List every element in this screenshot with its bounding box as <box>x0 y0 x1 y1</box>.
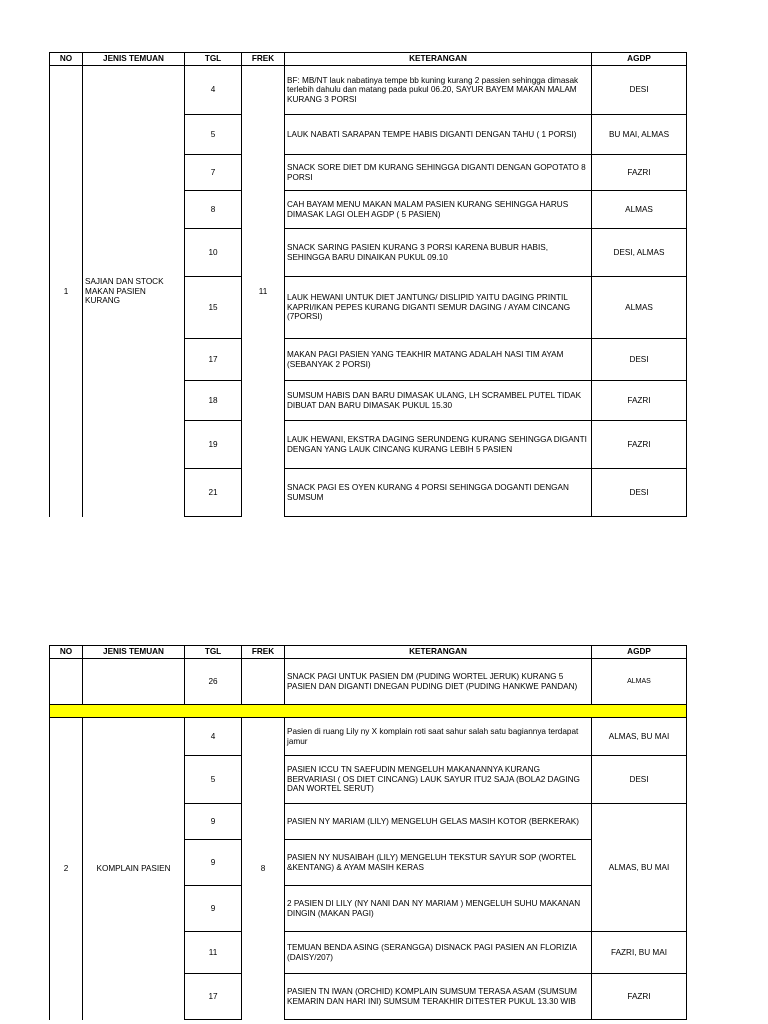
table-header-row <box>50 646 687 659</box>
description-cell: LAUK HEWANI UNTUK DIET JANTUNG/ DISLIPID YAITU DAGING PRINTIL KAPRI/IKAN PEPES KURANG DIGANTI SEMUR DAGING / AYAM CINCANG (7PORSI) <box>285 277 592 339</box>
description-cell: MAKAN PAGI PASIEN YANG TEAKHIR MATANG ADALAH NASI TIM AYAM (SEBANYAK 2 PORSI) <box>285 339 592 381</box>
description-cell: CAH BAYAM MENU MAKAN MALAM PASIEN KURANG SEHINGGA HARUS DIMASAK LAGI OLEH AGDP ( 5 PASIEN) <box>285 191 592 229</box>
agdp-cell: FAZRI <box>592 155 687 191</box>
header-agdp: AGDP <box>592 53 687 66</box>
agdp-cell: DESI, ALMAS <box>592 229 687 277</box>
agdp-cell: ALMAS <box>592 277 687 339</box>
agdp-cell-merged: ALMAS, BU MAI <box>592 804 687 932</box>
description-cell: SNACK SORE DIET DM KURANG SEHINGGA DIGANTI DENGAN GOPOTATO 8 PORSI <box>285 155 592 191</box>
frequency-empty <box>242 659 285 705</box>
description-cell: LAUK NABATI SARAPAN TEMPE HABIS DIGANTI DENGAN TAHU ( 1 PORSI) <box>285 115 592 155</box>
header-frek: FREK <box>242 646 285 659</box>
date-cell: 4 <box>185 718 242 756</box>
description-cell: BF: MB/NT lauk nabatinya tempe bb kuning kurang 2 passien sehingga dimasak terlebih dahulu dan matang pada pukul 06.20, SAYUR BAYEM MAKAN MALAM KURANG 3 PORSI <box>285 66 592 115</box>
date-cell: 9 <box>185 840 242 886</box>
finding-type: KOMPLAIN PASIEN <box>83 718 185 1020</box>
highlight-separator-row <box>50 705 687 718</box>
description-cell: Pasien di ruang Lily ny X komplain roti saat sahur salah satu bagiannya terdapat jamur <box>285 718 592 756</box>
date-cell: 17 <box>185 974 242 1020</box>
header-no: NO <box>50 53 83 66</box>
frequency: 11 <box>242 66 285 517</box>
finding-type-empty <box>83 659 185 705</box>
agdp-cell: FAZRI <box>592 381 687 421</box>
header-keterangan: KETERANGAN <box>285 646 592 659</box>
header-agdp: AGDP <box>592 646 687 659</box>
description-cell: SNACK SARING PASIEN KURANG 3 PORSI KARENA BUBUR HABIS, SEHINGGA BARU DINAIKAN PUKUL 09.10 <box>285 229 592 277</box>
agdp-cell: ALMAS <box>592 191 687 229</box>
date-cell: 5 <box>185 115 242 155</box>
frequency: 8 <box>242 718 285 1020</box>
findings-table-1 <box>49 52 687 517</box>
description-cell: PASIEN NY MARIAM (LILY) MENGELUH GELAS MASIH KOTOR (BERKERAK) <box>285 804 592 840</box>
description-cell: PASIEN ICCU TN SAEFUDIN MENGELUH MAKANANNYA KURANG BERVARIASI ( OS DIET CINCANG) LAUK SAYUR ITU2 SAJA (BOLA2 DAGING DAN WORTEL SERUT) <box>285 756 592 804</box>
agdp-cell: FAZRI <box>592 421 687 469</box>
agdp-cell: DESI <box>592 66 687 115</box>
date-cell: 11 <box>185 932 242 974</box>
date-cell: 19 <box>185 421 242 469</box>
table-row <box>50 718 687 756</box>
agdp-cell: DESI <box>592 469 687 517</box>
row-number-empty <box>50 659 83 705</box>
description-cell: 2 PASIEN DI LILY (NY NANI DAN NY MARIAM ) MENGELUH SUHU MAKANAN DINGIN (MAKAN PAGI) <box>285 886 592 932</box>
row-number: 1 <box>50 66 83 517</box>
header-tgl: TGL <box>185 53 242 66</box>
header-jenis-temuan: JENIS TEMUAN <box>83 53 185 66</box>
header-jenis-temuan: JENIS TEMUAN <box>83 646 185 659</box>
description-cell: TEMUAN BENDA ASING (SERANGGA) DISNACK PAGI PASIEN AN FLORIZIA (DAISY/207) <box>285 932 592 974</box>
date-cell: 4 <box>185 66 242 115</box>
date-cell: 21 <box>185 469 242 517</box>
finding-type: SAJIAN DAN STOCK MAKAN PASIEN KURANG <box>83 66 185 517</box>
header-tgl: TGL <box>185 646 242 659</box>
agdp-cell: BU MAI, ALMAS <box>592 115 687 155</box>
row-number: 2 <box>50 718 83 1020</box>
agdp-cell: ALMAS, BU MAI <box>592 718 687 756</box>
header-keterangan: KETERANGAN <box>285 53 592 66</box>
agdp-cell: FAZRI <box>592 974 687 1020</box>
date-cell: 10 <box>185 229 242 277</box>
header-no: NO <box>50 646 83 659</box>
date-cell: 8 <box>185 191 242 229</box>
yellow-separator <box>50 705 687 718</box>
date-cell: 18 <box>185 381 242 421</box>
table-header-row <box>50 53 687 66</box>
findings-table-2 <box>49 645 687 1020</box>
date-cell: 17 <box>185 339 242 381</box>
description-cell: SNACK PAGI ES OYEN KURANG 4 PORSI SEHINGGA DOGANTI DENGAN SUMSUM <box>285 469 592 517</box>
agdp-cell: FAZRI, BU MAI <box>592 932 687 974</box>
description-cell: PASIEN TN IWAN (ORCHID) KOMPLAIN SUMSUM TERASA ASAM (SUMSUM KEMARIN DAN HARI INI) SUMSUM TERAKHIR DITESTER PUKUL 13.30 WIB <box>285 974 592 1020</box>
description-cell: LAUK HEWANI, EKSTRA DAGING SERUNDENG KURANG SEHINGGA DIGANTI DENGAN YANG LAUK CINCANG KURANG LEBIH 5 PASIEN <box>285 421 592 469</box>
date-cell: 9 <box>185 804 242 840</box>
table-row <box>50 66 687 115</box>
header-frek: FREK <box>242 53 285 66</box>
agdp-cell: DESI <box>592 756 687 804</box>
date-cell: 7 <box>185 155 242 191</box>
table-row <box>50 659 687 705</box>
agdp-cell: ALMAS <box>592 659 687 705</box>
description-cell: SUMSUM HABIS DAN BARU DIMASAK ULANG, LH SCRAMBEL PUTEL TIDAK DIBUAT DAN BARU DIMASAK PUKUL 15.30 <box>285 381 592 421</box>
description-cell: PASIEN NY NUSAIBAH (LILY) MENGELUH TEKSTUR SAYUR SOP (WORTEL &KENTANG) & AYAM MASIH KERAS <box>285 840 592 886</box>
date-cell: 9 <box>185 886 242 932</box>
description-cell: SNACK PAGI UNTUK PASIEN DM (PUDING WORTEL JERUK) KURANG 5 PASIEN DAN DIGANTI DNEGAN PUDING DIET (PUDING HANKWE PANDAN) <box>285 659 592 705</box>
date-cell: 15 <box>185 277 242 339</box>
date-cell: 26 <box>185 659 242 705</box>
agdp-cell: DESI <box>592 339 687 381</box>
date-cell: 5 <box>185 756 242 804</box>
